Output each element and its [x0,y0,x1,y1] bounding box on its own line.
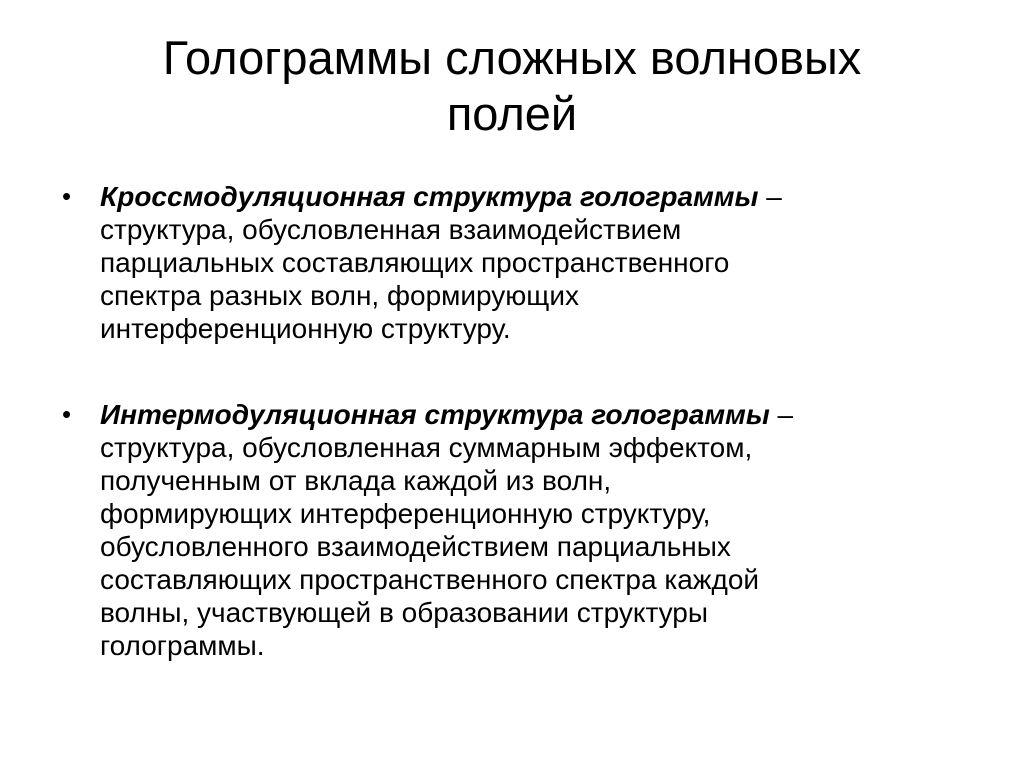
definition-line: полученным от вклада каждой из волн, [100,465,612,496]
definition-line: голограммы. [100,630,265,661]
title-line-1: Голограммы сложных волновых [162,31,862,84]
term-dash: – [758,181,782,212]
definition-line: волны, участвующей в образовании структуры [100,597,708,628]
definition-line: структура, обусловленная суммарным эффектом, [100,432,753,463]
bullet-marker: • [62,399,72,429]
definition-line: обусловленного взаимодействием парциальных [100,531,731,562]
definition-line: структура, обусловленная взаимодействием [100,214,682,245]
definition-line: формирующих интерференционную структуру, [100,498,711,529]
term-crossmodulation: Кроссмодуляционная структура голограммы [100,181,759,212]
definition-line: спектра разных волн, формирующих [100,280,579,311]
term-dash: – [769,399,794,430]
definition-line: парциальных составляющих пространственного [100,247,730,278]
bullet-marker: • [62,181,72,211]
definition-line: интерференционную структуру. [100,313,511,344]
bullet-item-intermodulation [62,398,962,662]
bullet-list [62,180,962,662]
definition-line: составляющих пространственного спектра каждой [100,564,760,595]
bullet-item-crossmodulation [62,180,962,345]
term-intermodulation: Интермодуляционная структура голограммы [100,399,770,430]
title-line-2: полей [446,87,578,140]
slide-title [40,30,984,142]
